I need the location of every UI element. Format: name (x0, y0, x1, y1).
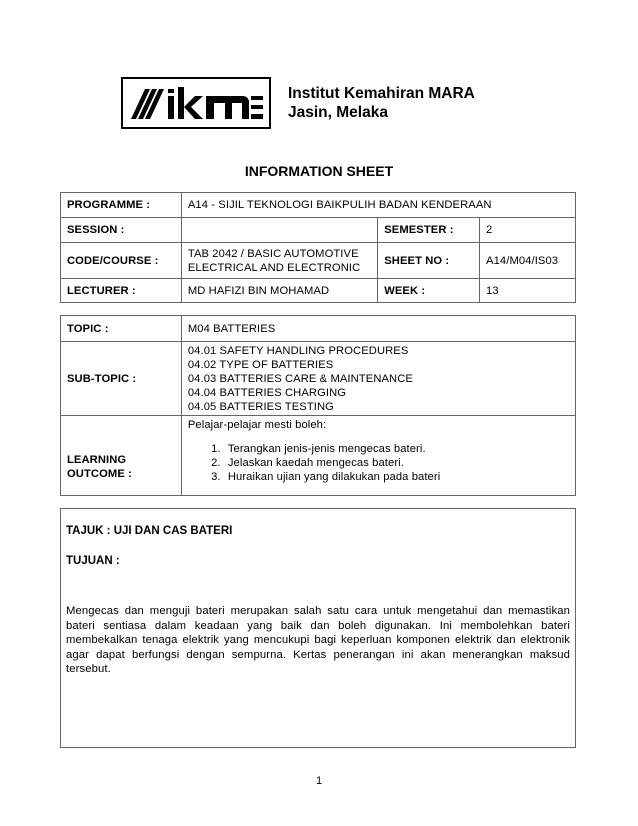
programme-row (61, 193, 576, 218)
outcome-item: 1. Terangkan jenis-jenis mengecas bateri. (224, 442, 569, 456)
week-value: 13 (480, 279, 576, 303)
lecturer-row (61, 279, 576, 303)
semester-label: SEMESTER : (378, 218, 480, 243)
subtopic-item: 04.02 TYPE OF BATTERIES (187, 358, 334, 371)
course-value (181, 243, 377, 279)
ilkm-logo (121, 77, 271, 129)
learning-outcome-label (61, 416, 182, 496)
week-label: WEEK : (378, 279, 480, 303)
sheet-title: INFORMATION SHEET (244, 163, 394, 179)
topic-table (60, 315, 576, 496)
learning-outcome-content (181, 416, 575, 496)
content-section (60, 508, 576, 748)
sheet-no-label: SHEET NO : (378, 243, 480, 279)
programme-info-table (60, 192, 576, 303)
learning-label-line-1: LEARNING (67, 453, 127, 466)
programme-label: PROGRAMME : (61, 193, 182, 218)
outcome-item: 3. Huraikan ujian yang dilakukan pada bateri (224, 470, 569, 484)
sheet-no-value: A14/M04/IS03 (480, 243, 576, 279)
subtopic-label: SUB-TOPIC : (61, 342, 182, 416)
session-row (61, 218, 576, 243)
topic-value: M04 BATTERIES (181, 316, 575, 342)
ilkm-logo-graphic (123, 79, 269, 127)
course-line-2: ELECTRICAL AND ELECTRONIC (187, 261, 361, 274)
subtopic-list (181, 342, 575, 416)
subtopic-item: 04.04 BATTERIES CHARGING (187, 386, 347, 399)
tajuk-heading: TAJUK : UJI DAN CAS BATERI (66, 525, 233, 537)
programme-value: A14 - SIJIL TEKNOLOGI BAIKPULIH BADAN KENDERAAN (181, 193, 575, 218)
subtopic-item: 04.01 SAFETY HANDLING PROCEDURES (187, 344, 409, 357)
course-row (61, 243, 576, 279)
lecturer-label: LECTURER : (61, 279, 182, 303)
learning-outcome-row (61, 416, 576, 496)
course-line-1: TAB 2042 / BASIC AUTOMOTIVE (187, 247, 359, 260)
course-label: CODE/COURSE : (61, 243, 182, 279)
page-number: 1 (315, 775, 323, 787)
session-value (181, 218, 377, 243)
tujuan-heading: TUJUAN : (66, 555, 120, 567)
topic-label: TOPIC : (61, 316, 182, 342)
session-label: SESSION : (61, 218, 182, 243)
outcome-item: 2. Jelaskan kaedah mengecas bateri. (224, 456, 569, 470)
tujuan-paragraph: Mengecas dan menguji bateri merupakan salah satu cara untuk mengetahui dan memastikan bateri sentiasa dalam keadaan yang baik dan boleh digunakan. Ini membolehkan bateri membekalkan tenaga elektrik yang mencukupi bagi keperluan komponen elektrik dan elektronik agar dapat berfungsi dengan sempurna. Kertas penerangan ini akan menerangkan maksud tersebut. (66, 605, 570, 675)
learning-label-line-2: OUTCOME : (67, 467, 132, 480)
outcome-list (188, 442, 569, 484)
subtopic-item: 04.03 BATTERIES CARE & MAINTENANCE (187, 372, 413, 385)
learning-intro: Pelajar-pelajar mesti boleh: (187, 419, 327, 431)
institute-heading (288, 84, 475, 122)
lecturer-value: MD HAFIZI BIN MOHAMAD (181, 279, 377, 303)
institute-location: Jasin, Melaka (288, 104, 388, 121)
subtopic-row (61, 342, 576, 416)
topic-row (61, 316, 576, 342)
institute-name: Institut Kemahiran MARA (288, 85, 475, 102)
semester-value: 2 (480, 218, 576, 243)
subtopic-item: 04.05 BATTERIES TESTING (187, 400, 334, 413)
